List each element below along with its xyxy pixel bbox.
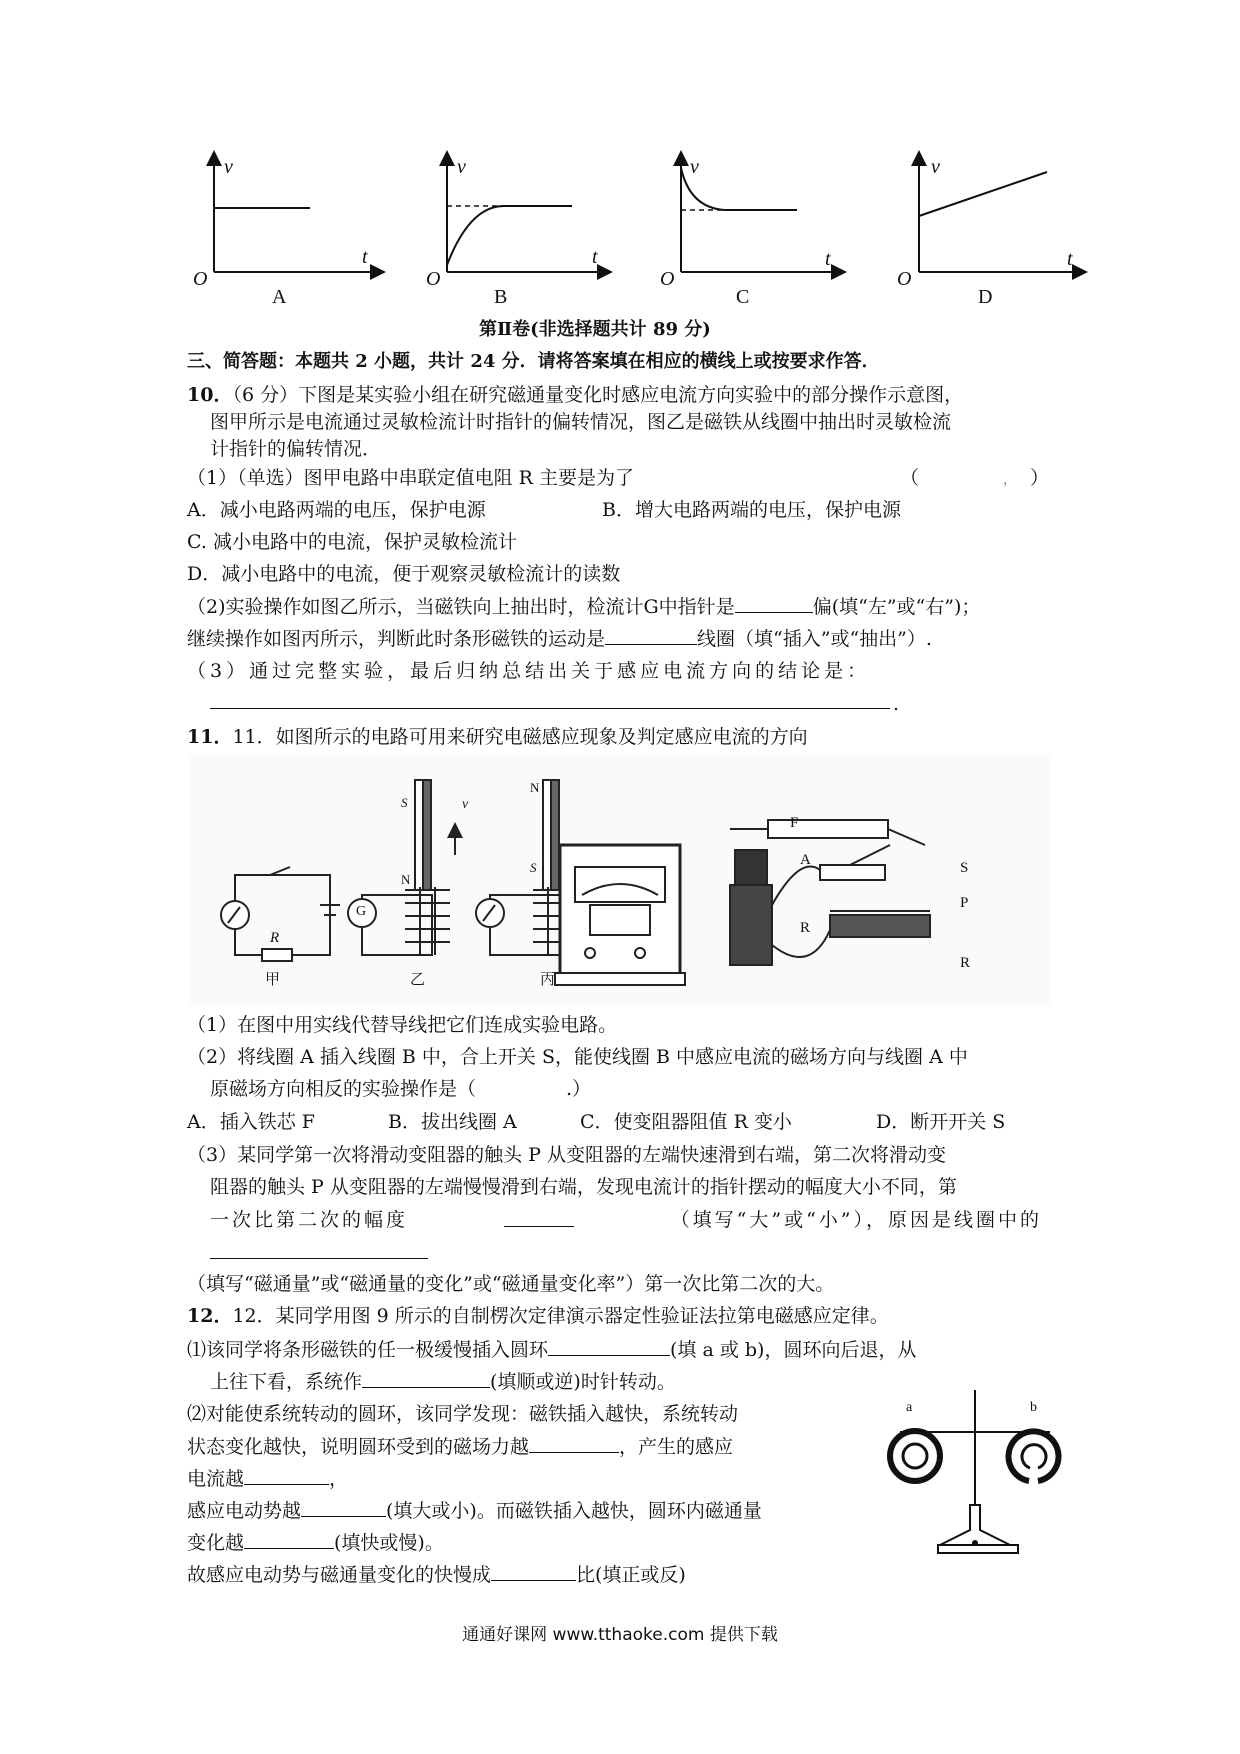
q12-part2-text-e2: (填快或慢)。	[334, 1532, 444, 1554]
q11-blank-cause[interactable]	[210, 1258, 428, 1259]
q12-part2-line6	[187, 1562, 686, 1587]
q12-part1-text-b: (填 a 或 b)，圆环向后退，从	[670, 1339, 917, 1361]
fig-label-switch: S	[960, 860, 969, 876]
q11-part3-line4: （填写“磁通量”或“磁通量的变化”或“磁通量变化率”）第一次比第二次的大。	[187, 1273, 835, 1295]
q12-part2-line5	[187, 1530, 444, 1555]
q12-part2-line3	[187, 1466, 348, 1491]
q12-part2-line4	[187, 1498, 762, 1523]
q10-number: 10．	[187, 384, 233, 406]
q12-part1-line1	[187, 1337, 916, 1362]
graph-d-origin: O	[897, 268, 912, 290]
q11-title	[187, 725, 808, 749]
q11-part2-end: .）	[566, 1078, 592, 1100]
q12-part1-text-c: 上往下看，系统作	[210, 1371, 363, 1393]
q12-part2-text-d1: 感应电动势越	[187, 1500, 302, 1522]
q11-option-a: A．插入铁芯 F	[187, 1111, 315, 1133]
q11-option-b: B．拔出线圈 A	[388, 1111, 517, 1133]
q11-option-c: C．使变阻器阻值 R 变小	[580, 1111, 792, 1133]
q11-part3-line3	[210, 1208, 1042, 1232]
q10-option-c: C. 减小电路中的电流，保护灵敏检流计	[187, 531, 517, 553]
q12-title	[187, 1304, 889, 1328]
fig-label-n-yi: N	[401, 872, 411, 887]
q10-blank-direction[interactable]	[735, 594, 813, 613]
q11-part2-line1: （2）将线圈 A 插入线圈 B 中，合上开关 S，能使线圈 B 中感应电流的磁场方向与线圈 A 中	[187, 1046, 968, 1068]
q12-blank-current[interactable]	[244, 1466, 329, 1485]
fig-label-g: G	[356, 904, 367, 919]
q10-part2-text-c: 继续操作如图丙所示，判断此时条形磁铁的运动是	[187, 628, 606, 650]
q11-part2-line2	[210, 1077, 591, 1101]
q12-part2-text-c1: 电流越	[187, 1468, 245, 1490]
ring-b-label: b	[1030, 1400, 1037, 1415]
q11-blank-amplitude[interactable]	[504, 1208, 574, 1227]
q10-option-a: A．减小电路两端的电压，保护电源	[187, 499, 486, 521]
q11-title-text: 11．如图所示的电路可用来研究电磁感应现象及判定感应电流的方向	[232, 726, 808, 748]
q11-number: 11．	[187, 726, 233, 748]
q11-part3-line1: （3）某同学第一次将滑动变阻器的触头 P 从变阻器的左端快速滑到右端，第二次将滑动变	[187, 1144, 946, 1166]
ring-a-label: a	[906, 1400, 913, 1415]
graph-d-label: D	[978, 286, 993, 308]
q10-part1-mark: ，	[1003, 472, 1017, 488]
q11-part2-text: 原磁场方向相反的实验操作是（	[210, 1078, 477, 1100]
q12-title-text: 12．某同学用图 9 所示的自制楞次定律演示器定性验证法拉第电磁感应定律。	[232, 1305, 889, 1327]
q11-figure	[190, 755, 1050, 1005]
q12-number: 12．	[187, 1305, 233, 1327]
q12-part1-line2	[210, 1369, 676, 1394]
fig-label-bing: 丙	[540, 972, 556, 988]
graph-a-origin: O	[193, 268, 208, 290]
q12-part2-text-e1: 变化越	[187, 1532, 245, 1554]
q12-part2-line1: ⑵对能使系统转动的圆环，该同学发现：磁铁插入越快，系统转动	[187, 1403, 739, 1425]
graph-b-origin: O	[426, 268, 441, 290]
q10-intro-3: 计指针的偏转情况．	[210, 438, 382, 460]
graph-a-t-label: t	[362, 246, 368, 268]
q10-part2-text-b: 偏(填“左”或“右”)；	[812, 596, 981, 618]
fig-label-v: v	[462, 797, 469, 812]
fig-label-s-bing: S	[530, 860, 537, 875]
fig-label-yi: 乙	[410, 972, 426, 988]
q10-part3-end: .	[893, 693, 900, 715]
q10-blank-conclusion[interactable]	[210, 708, 890, 709]
q12-blank-proportion[interactable]	[491, 1562, 576, 1581]
fig-label-b: R	[800, 920, 811, 936]
vt-graphs	[0, 0, 1240, 320]
graph-b-v-label: v	[457, 156, 466, 178]
q10-part2-text-d: 线圈（填“插入”或“抽出”）.	[697, 628, 932, 650]
q10-option-b: B．增大电路两端的电压，保护电源	[602, 499, 901, 521]
q10-intro-2: 图甲所示是电流通过灵敏检流计时指针的偏转情况，图乙是磁铁从线圈中抽出时灵敏检流	[210, 411, 952, 433]
fig-label-n-bing: N	[530, 780, 540, 795]
q12-blank-emf[interactable]	[301, 1498, 386, 1517]
q10-part1-paren-open: （	[900, 467, 920, 489]
fig-label-a: A	[800, 852, 811, 868]
graph-c-origin: O	[660, 268, 675, 290]
q10-part2-line2	[187, 626, 932, 651]
q12-part1-text-d: (填顺或逆)时针转动。	[490, 1371, 676, 1393]
fig-label-f: F	[790, 815, 799, 831]
q11-part3-line2: 阻器的触头 P 从变阻器的左端慢慢滑到右端，发现电流计的指针摆动的幅度大小不同，第	[210, 1176, 957, 1198]
page-footer: 通通好课网 www.tthaoke.com 提供下载	[462, 1625, 778, 1645]
q12-part2-line2	[187, 1434, 733, 1459]
fig-label-p: P	[960, 895, 969, 911]
graph-a-v-label: v	[224, 156, 233, 178]
q11-part1: （1）在图中用实线代替导线把它们连成实验电路。	[187, 1014, 618, 1036]
q12-blank-flux-rate[interactable]	[244, 1530, 334, 1549]
q11-part3-text-a: 一次比第二次的幅度	[210, 1209, 409, 1231]
graph-d-t-label: t	[1067, 248, 1073, 270]
fig-label-jia: 甲	[265, 972, 281, 988]
q10-blank-motion[interactable]	[605, 626, 697, 645]
graph-c-label: C	[736, 286, 750, 308]
q10-part2-line1	[187, 594, 980, 619]
graph-c-t-label: t	[825, 248, 831, 270]
q12-part2-text-f2: 比(填正或反)	[576, 1564, 686, 1586]
fig-label-rheostat: R	[960, 955, 971, 971]
graph-a-label: A	[272, 286, 287, 308]
q11-part3-text-b: （填写“大”或“小”），原因是线圈中的	[670, 1209, 1042, 1231]
q10-option-d: D．减小电路中的电流，便于观察灵敏检流计的读数	[187, 563, 621, 585]
section3-heading: 三、简答题：本题共 2 小题，共计 24 分．请将答案填在相应的横线上或按要求作答．	[187, 351, 880, 372]
part2-title: 第Ⅱ卷(非选择题共计 89 分)	[479, 319, 711, 340]
q12-blank-ring[interactable]	[548, 1337, 670, 1356]
q12-part2-text-d2: (填大或小)。而磁铁插入越快，圆环内磁通量	[386, 1500, 762, 1522]
graph-c-v-label: v	[690, 156, 699, 178]
q10-part2-text-a: （2)实验操作如图乙所示，当磁铁向上抽出时，检流计G中指针是	[187, 596, 735, 618]
q12-part2-text-f1: 故感应电动势与磁通量变化的快慢成	[187, 1564, 492, 1586]
q10-intro-text-1: （6 分）下图是某实验小组在研究磁通量变化时感应电流方向实验中的部分操作示意图，	[232, 384, 964, 406]
graph-b-label: B	[494, 286, 508, 308]
q10-intro-1	[187, 383, 963, 407]
q10-part1-paren-close: ）	[1030, 467, 1050, 489]
graph-d-v-label: v	[931, 156, 940, 178]
graph-b-t-label: t	[592, 246, 598, 268]
q12-part2-text-c2: ，	[329, 1468, 349, 1490]
fig-label-r: R	[270, 930, 280, 946]
q12-part2-text-b2: ，产生的感应	[619, 1436, 734, 1458]
q10-part1: （1）（单选）图甲电路中串联定值电阻 R 主要是为了	[187, 467, 634, 489]
q12-blank-rotation[interactable]	[362, 1369, 490, 1388]
q10-part3: （3）通过完整实验，最后归纳总结出关于感应电流方向的结论是：	[187, 660, 871, 682]
q12-part1-text-a: ⑴该同学将条形磁铁的任一极缓慢插入圆环	[187, 1339, 549, 1361]
q12-part2-text-b1: 状态变化越快，说明圆环受到的磁场力越	[187, 1436, 530, 1458]
q11-option-d: D．断开开关 S	[876, 1111, 1006, 1133]
fig-label-s-yi: S	[401, 795, 408, 810]
q12-blank-force[interactable]	[529, 1434, 619, 1453]
